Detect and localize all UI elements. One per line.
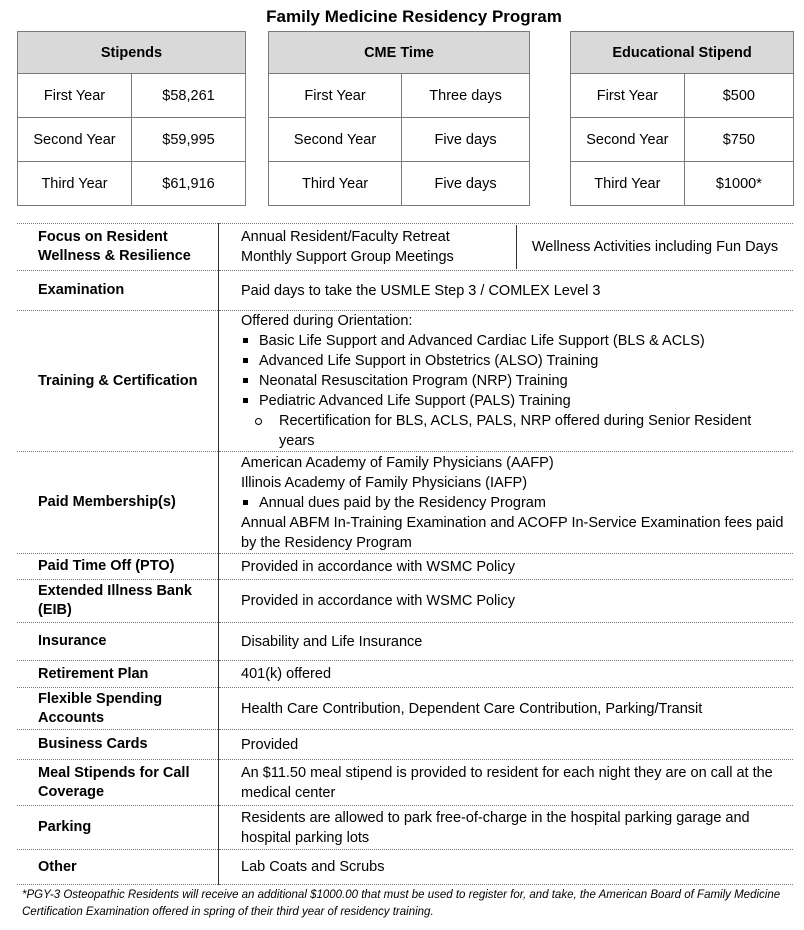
year-cell: Second Year bbox=[18, 118, 132, 162]
membership-line: Illinois Academy of Family Physicians (IAFP) bbox=[241, 474, 528, 491]
page-title: Family Medicine Residency Program bbox=[266, 7, 562, 26]
list-item: Basic Life Support and Advanced Cardiac Life Support (BLS & ACLS) bbox=[259, 331, 787, 351]
benefit-row-meal bbox=[17, 760, 793, 806]
footnote: *PGY-3 Osteopathic Residents will receive an additional $1000.00 that must be used to register for, and take, the American Board of Family Medicine Certification Examination offered in spring of their third year of residency training. bbox=[22, 889, 781, 918]
benefit-row-insurance bbox=[17, 623, 793, 661]
benefit-value: Provided bbox=[219, 730, 794, 760]
benefit-label: Flexible Spending Accounts bbox=[17, 688, 219, 730]
benefit-row-eib bbox=[17, 580, 793, 623]
benefit-row-business-cards bbox=[17, 730, 793, 760]
wellness-item: Monthly Support Group Meetings bbox=[241, 249, 454, 265]
table-row bbox=[269, 74, 530, 118]
value-cell: $58,261 bbox=[132, 74, 246, 118]
value-cell: $1000* bbox=[684, 162, 793, 206]
table-row bbox=[571, 162, 794, 206]
benefit-value: 401(k) offered bbox=[219, 661, 794, 688]
year-cell: Second Year bbox=[571, 118, 685, 162]
cme-header: CME Time bbox=[269, 32, 530, 74]
year-cell: Third Year bbox=[269, 162, 402, 206]
benefit-row-parking bbox=[17, 806, 793, 850]
list-item: Advanced Life Support in Obstetrics (ALSO) Training bbox=[259, 351, 787, 371]
list-item: Neonatal Resuscitation Program (NRP) Training bbox=[259, 371, 787, 391]
membership-line: Annual ABFM In-Training Examination and ACOFP In-Service Examination fees paid by the Residency Program bbox=[241, 514, 784, 551]
year-cell: First Year bbox=[269, 74, 402, 118]
benefits-table bbox=[17, 223, 793, 885]
benefit-value: Provided in accordance with WSMC Policy bbox=[219, 580, 794, 623]
benefit-label: Training & Certification bbox=[17, 311, 219, 452]
benefit-label: Other bbox=[17, 850, 219, 885]
table-row bbox=[18, 162, 246, 206]
benefit-label: Business Cards bbox=[17, 730, 219, 760]
benefit-label: Insurance bbox=[17, 623, 219, 661]
benefit-label: Extended Illness Bank (EIB) bbox=[17, 580, 219, 623]
value-cell: $59,995 bbox=[132, 118, 246, 162]
benefit-row-training bbox=[17, 311, 793, 452]
benefit-value: Disability and Life Insurance bbox=[219, 623, 794, 661]
training-intro: Offered during Orientation: bbox=[241, 313, 413, 329]
cme-table bbox=[268, 31, 530, 206]
benefit-row-examination bbox=[17, 271, 793, 311]
benefit-value: Lab Coats and Scrubs bbox=[219, 850, 794, 885]
year-cell: Third Year bbox=[571, 162, 685, 206]
value-cell: $61,916 bbox=[132, 162, 246, 206]
benefit-row-other bbox=[17, 850, 793, 885]
benefit-value: Residents are allowed to park free-of-charge in the hospital parking garage and hospital parking lots bbox=[219, 806, 794, 850]
table-row bbox=[18, 118, 246, 162]
list-item: Annual dues paid by the Residency Program bbox=[259, 493, 787, 513]
year-cell: First Year bbox=[571, 74, 685, 118]
educational-header: Educational Stipend bbox=[571, 32, 794, 74]
list-item: Pediatric Advanced Life Support (PALS) Training bbox=[259, 391, 787, 411]
list-subitem: Recertification for BLS, ACLS, PALS, NRP offered during Senior Resident years bbox=[279, 411, 787, 451]
value-cell: Five days bbox=[402, 118, 530, 162]
value-cell: $750 bbox=[684, 118, 793, 162]
benefit-row-membership bbox=[17, 452, 793, 554]
benefit-value: Provided in accordance with WSMC Policy bbox=[219, 554, 794, 580]
educational-stipend-table bbox=[570, 31, 794, 206]
benefit-label: Parking bbox=[17, 806, 219, 850]
table-row bbox=[18, 74, 246, 118]
benefit-value: Health Care Contribution, Dependent Care Contribution, Parking/Transit bbox=[219, 688, 794, 730]
wellness-activities: Wellness Activities including Fun Days bbox=[531, 239, 779, 255]
benefit-value: An $11.50 meal stipend is provided to resident for each night they are on call at the medical center bbox=[219, 760, 794, 806]
year-cell: Second Year bbox=[269, 118, 402, 162]
table-row bbox=[571, 74, 794, 118]
benefit-row-wellness bbox=[17, 224, 793, 271]
value-cell: Five days bbox=[402, 162, 530, 206]
benefit-row-retirement bbox=[17, 661, 793, 688]
year-cell: Third Year bbox=[18, 162, 132, 206]
benefit-label: Retirement Plan bbox=[17, 661, 219, 688]
value-cell: Three days bbox=[402, 74, 530, 118]
benefit-label: Paid Time Off (PTO) bbox=[17, 554, 219, 580]
benefit-row-pto bbox=[17, 554, 793, 580]
table-row bbox=[269, 162, 530, 206]
benefit-value: Paid days to take the USMLE Step 3 / COMLEX Level 3 bbox=[219, 271, 794, 311]
table-row bbox=[269, 118, 530, 162]
value-cell: $500 bbox=[684, 74, 793, 118]
table-row bbox=[571, 118, 794, 162]
benefit-label: Examination bbox=[17, 271, 219, 311]
benefit-label: Focus on Resident Wellness & Resilience bbox=[17, 224, 219, 271]
benefit-label: Meal Stipends for Call Coverage bbox=[17, 760, 219, 806]
membership-line: American Academy of Family Physicians (AAFP) bbox=[241, 454, 554, 471]
benefit-row-fsa bbox=[17, 688, 793, 730]
stipends-table bbox=[17, 31, 246, 206]
benefit-label: Paid Membership(s) bbox=[17, 452, 219, 554]
wellness-item: Annual Resident/Faculty Retreat bbox=[241, 229, 450, 245]
year-cell: First Year bbox=[18, 74, 132, 118]
stipends-header: Stipends bbox=[18, 32, 246, 74]
